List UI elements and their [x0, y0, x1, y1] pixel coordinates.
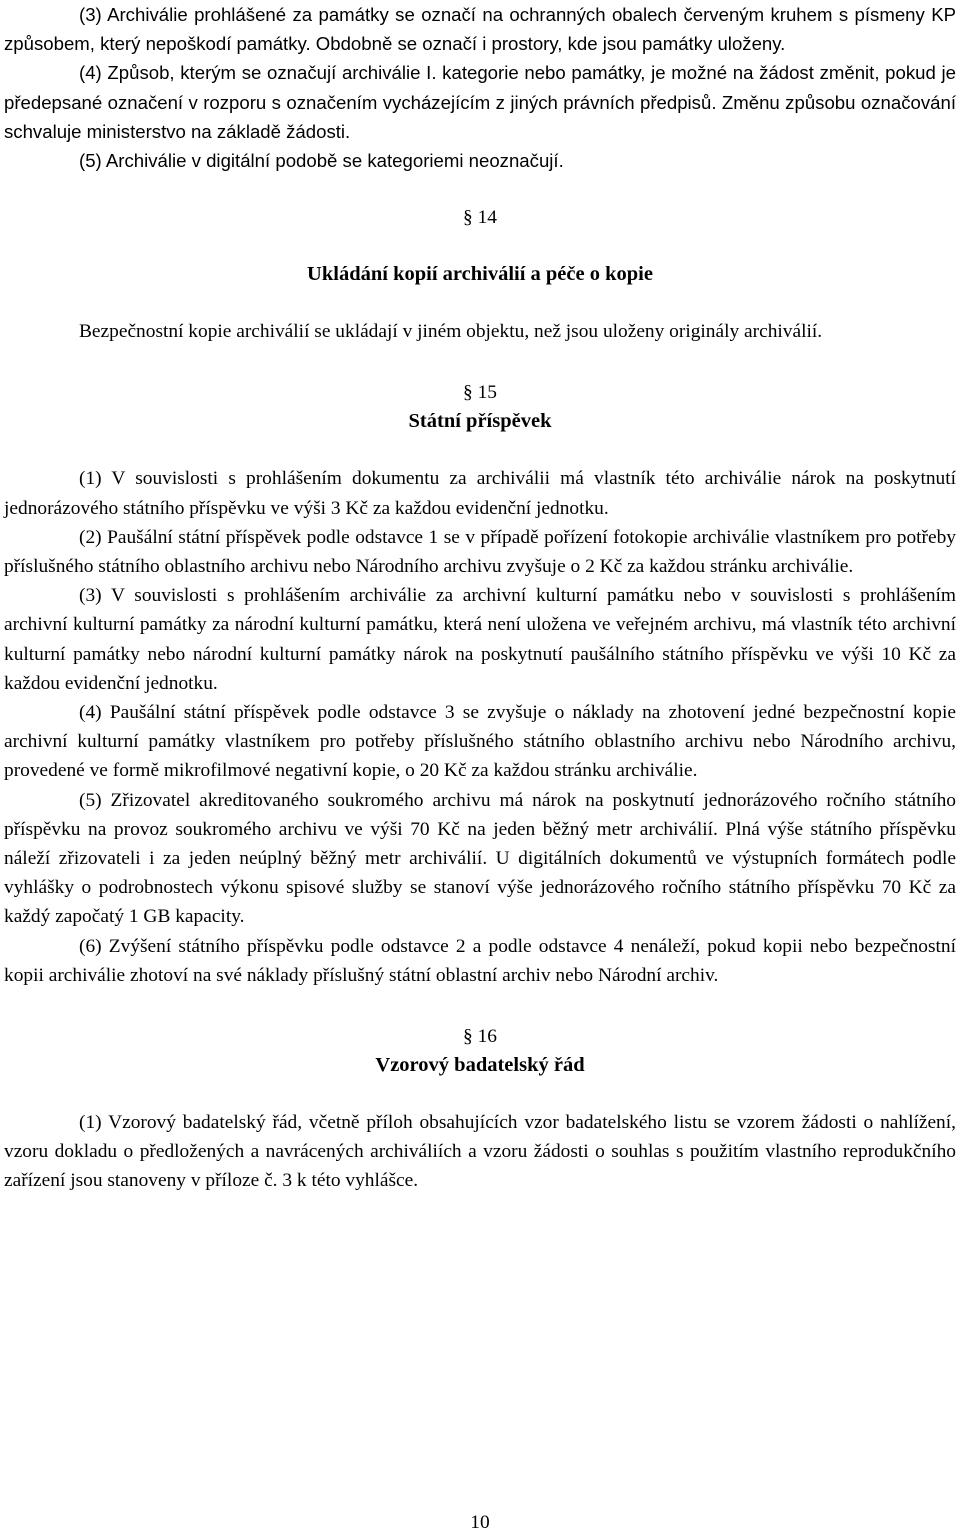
section-16-title: Vzorový badatelský řád [375, 1054, 585, 1077]
section-15-paragraph-3: (3) V souvislosti s prohlášením archiválie za archivní kulturní památku nebo v souvislosti s prohlášením archivní kulturní památky za národní kulturní památku, která není uložena ve veřejném archivu, má vlastník této archivní kulturní památky nebo národní kulturní památky nárok na poskytnutí paušálního státního příspěvku ve výši 10 Kč za každou evidenční jednotku. [4, 585, 956, 694]
page-number: 10 [470, 1512, 490, 1533]
section-15-paragraph-1: (1) V souvislosti s prohlášením dokumentu za archiválii má vlastník této archiválie nárok na poskytnutí jednorázového státního příspěvku ve výši 3 Kč za každou evidenční jednotku. [4, 468, 956, 519]
section-14-number: § 14 [463, 207, 497, 229]
document-page [4, 0, 956, 1196]
paragraph-3-marking: (3) Archiválie prohlášené za památky se označí na ochranných obalech červeným kruhem s písmeny KP způsobem, který nepoškodí památky. Obdobně se označí i prostory, kde jsou památky uloženy. [4, 4, 956, 55]
section-15-number: § 15 [463, 382, 497, 404]
section-15-paragraph-5: (5) Zřizovatel akreditovaného soukromého archivu má nárok na poskytnutí jednorázového ročního státního příspěvku na provoz soukromého archivu ve výši 70 Kč na jeden běžný metr archiválií. Plná výše státního příspěvku náleží zřizovateli i za jeden neúplný běžný metr archiválií. U digitálních dokumentů ve výstupních formátech podle vyhlášky o podrobnostech výkonu spisové služby se stanoví výše jednorázového ročního státního příspěvku 70 Kč za každý započatý 1 GB kapacity. [4, 789, 956, 928]
paragraph-4-marking-change [4, 58, 956, 146]
section-16-paragraph-1: (1) Vzorový badatelský řád, včetně příloh obsahujících vzor badatelského listu se vzorem žádosti o nahlížení, vzoru dokladu o předložených a navrácených archiváliích a vzoru žádosti o souhlas s použitím vlastního reprodukčního zařízení jsou stanoveny v příloze č. 3 k této vyhlášce. [4, 1112, 956, 1192]
section-16-number: § 16 [463, 1026, 497, 1048]
paragraph-5-digital: (5) Archiválie v digitální podobě se kategoriemi neoznačují. [79, 150, 564, 172]
section-14-paragraph: Bezpečnostní kopie archiválií se ukládají v jiném objektu, než jsou uloženy originály archiválií. [79, 321, 823, 343]
section-14-title: Ukládání kopií archiválií a péče o kopie [307, 263, 653, 286]
section-15-title: Státní příspěvek [408, 410, 552, 433]
paragraph-4-part-b: Změnu způsobu označování schvaluje ministerstvo na základě žádosti. [4, 91, 956, 142]
paragraph-4-part-a: (4) Způsob, kterým se označují archiválie I. kategorie nebo památky, je možné na žádost změnit, pokud je předepsané označení v rozporu s označením vycházejícím z jiných právních předpisů. [4, 62, 956, 113]
section-15-paragraph-2: (2) Paušální státní příspěvek podle odstavce 1 se v případě pořízení fotokopie archiválie vlastníkem pro potřeby příslušného státního oblastního archivu nebo Národního archivu zvyšuje o 2 Kč za každou stránku archiválie. [4, 526, 956, 578]
section-15-paragraph-4: (4) Paušální státní příspěvek podle odstavce 3 se zvyšuje o náklady na zhotovení jedné bezpečnostní kopie archivní kulturní památky vlastníkem pro potřeby příslušného státního oblastního archivu nebo Národního archivu, provedené ve formě mikrofilmové negativní kopie, o 20 Kč za každou stránku archiválie. [4, 702, 956, 782]
section-15-paragraph-6: (6) Zvýšení státního příspěvku podle odstavce 2 a podle odstavce 4 nenáleží, pokud kopii nebo bezpečnostní kopii archiválie zhotoví na své náklady příslušný státní oblastní archiv nebo Národní archiv. [4, 935, 956, 986]
